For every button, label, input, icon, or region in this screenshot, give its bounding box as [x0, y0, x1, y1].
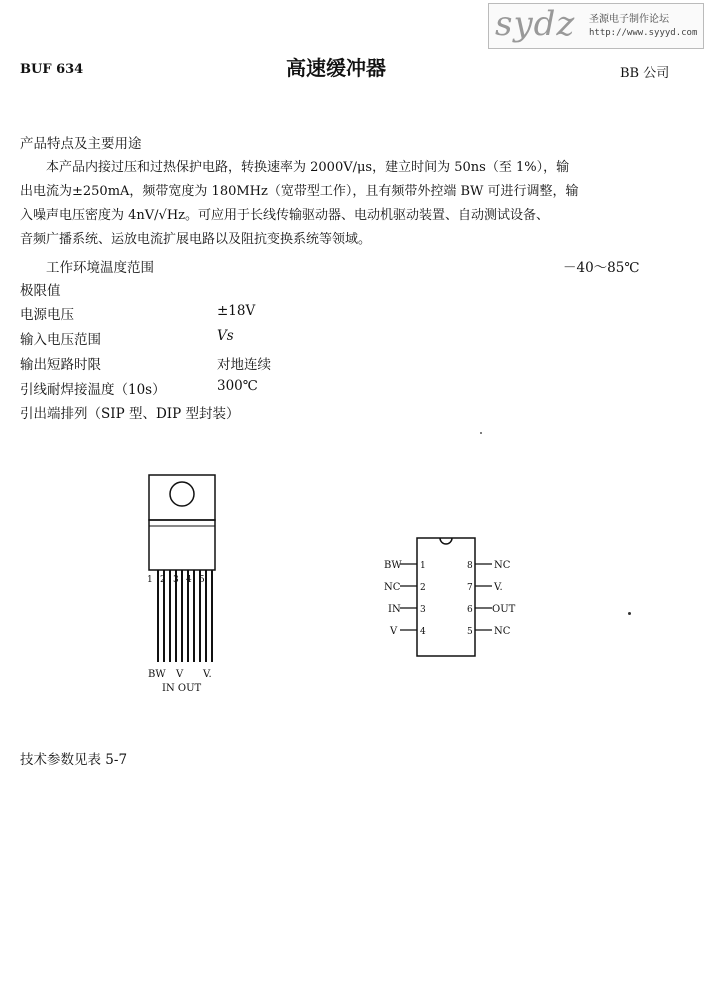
watermark-logo [488, 3, 704, 49]
footer-note: 技术参数见表 5-7 [20, 752, 128, 768]
features-line-4: 音频广播系统、运放电流扩展电路以及阻抗变换系统等领域。 [20, 232, 372, 247]
dip-package-diagram [370, 530, 530, 660]
page-title: 高速缓冲器 [286, 56, 386, 80]
logo-url: http://www.syyyd.com [589, 28, 698, 38]
pinout-heading: 引出端排列（SIP 型、DIP 型封装） [20, 406, 240, 422]
dip-pin-name-3: IN [388, 604, 401, 615]
features-line-2: 出电流为±250mA，频带宽度为 180MHz（宽带型工作），且有频带外控端 BW 可进行调整，输 [20, 184, 579, 199]
sip-label-v: V [176, 669, 184, 680]
sip-mount-hole [170, 482, 194, 506]
limit-label-input: 输入电压范围 [20, 332, 101, 348]
sip-package-diagram [140, 470, 240, 700]
dip-pin-num-2: 2 [420, 583, 426, 593]
company-name: BB 公司 [620, 66, 670, 81]
limit-value-input: Vs [217, 328, 234, 344]
dip-pin-num-5: 5 [467, 627, 473, 637]
dip-pin-name-7: V. [494, 582, 503, 593]
dip-pin-name-4: V [390, 626, 398, 637]
limit-label-short: 输出短路时限 [20, 357, 101, 373]
sip-label-in-out: IN OUT [162, 683, 202, 694]
temp-range-value: －40～85℃ [563, 260, 640, 276]
sip-pin-num-4: 4 [186, 575, 192, 585]
sip-pin-num-5: 5 [199, 575, 205, 585]
limit-value-supply: ±18V [217, 303, 256, 319]
scan-speck [628, 612, 631, 615]
dip-pin-name-8: NC [494, 560, 511, 571]
dip-left-pins [400, 564, 417, 630]
limit-value-solder: 300℃ [217, 378, 258, 394]
dip-right-pins [475, 564, 492, 630]
sip-label-bw: BW [148, 669, 166, 680]
limits-heading: 极限值 [20, 283, 61, 299]
features-line-3: 入噪声电压密度为 4nV/√Hz。可应用于长线传输驱动器、电动机驱动装置、自动测试设备、 [20, 208, 550, 223]
dip-pin-num-3: 3 [420, 605, 426, 615]
dip-pin-num-6: 6 [467, 605, 473, 615]
dip-pin-name-1: BW [384, 560, 402, 571]
dip-pin-num-4: 4 [420, 627, 426, 637]
dip-body [417, 538, 475, 656]
limit-label-supply: 电源电压 [20, 307, 74, 323]
dip-pin-name-5: NC [494, 626, 511, 637]
features-line-1: 本产品内接过压和过热保护电路，转换速率为 2000V/μs，建立时间为 50ns（至 1%），输 [46, 160, 570, 175]
dip-pin-name-2: NC [384, 582, 401, 593]
sip-body [149, 520, 215, 570]
temp-range-label: 工作环境温度范围 [46, 260, 154, 276]
sip-pin-num-1: 1 [147, 575, 153, 585]
logo-site-name: 圣源电子制作论坛 [589, 14, 669, 25]
part-number: BUF 634 [20, 62, 84, 77]
sip-pin-num-3: 3 [173, 575, 179, 585]
dip-pin-name-6: OUT [492, 604, 516, 615]
limit-label-solder: 引线耐焊接温度（10s） [20, 382, 166, 398]
dip-notch [440, 538, 452, 544]
logo-mark: sydz [495, 4, 576, 44]
limit-value-short: 对地连续 [217, 357, 271, 373]
dip-pin-num-8: 8 [467, 561, 473, 571]
dip-pin-num-1: 1 [420, 561, 426, 571]
dip-pin-num-7: 7 [467, 583, 473, 593]
features-heading: 产品特点及主要用途 [20, 136, 142, 152]
sip-label-vdot: V. [203, 669, 212, 680]
sip-pin-num-2: 2 [160, 575, 166, 585]
scan-speck [480, 432, 482, 434]
